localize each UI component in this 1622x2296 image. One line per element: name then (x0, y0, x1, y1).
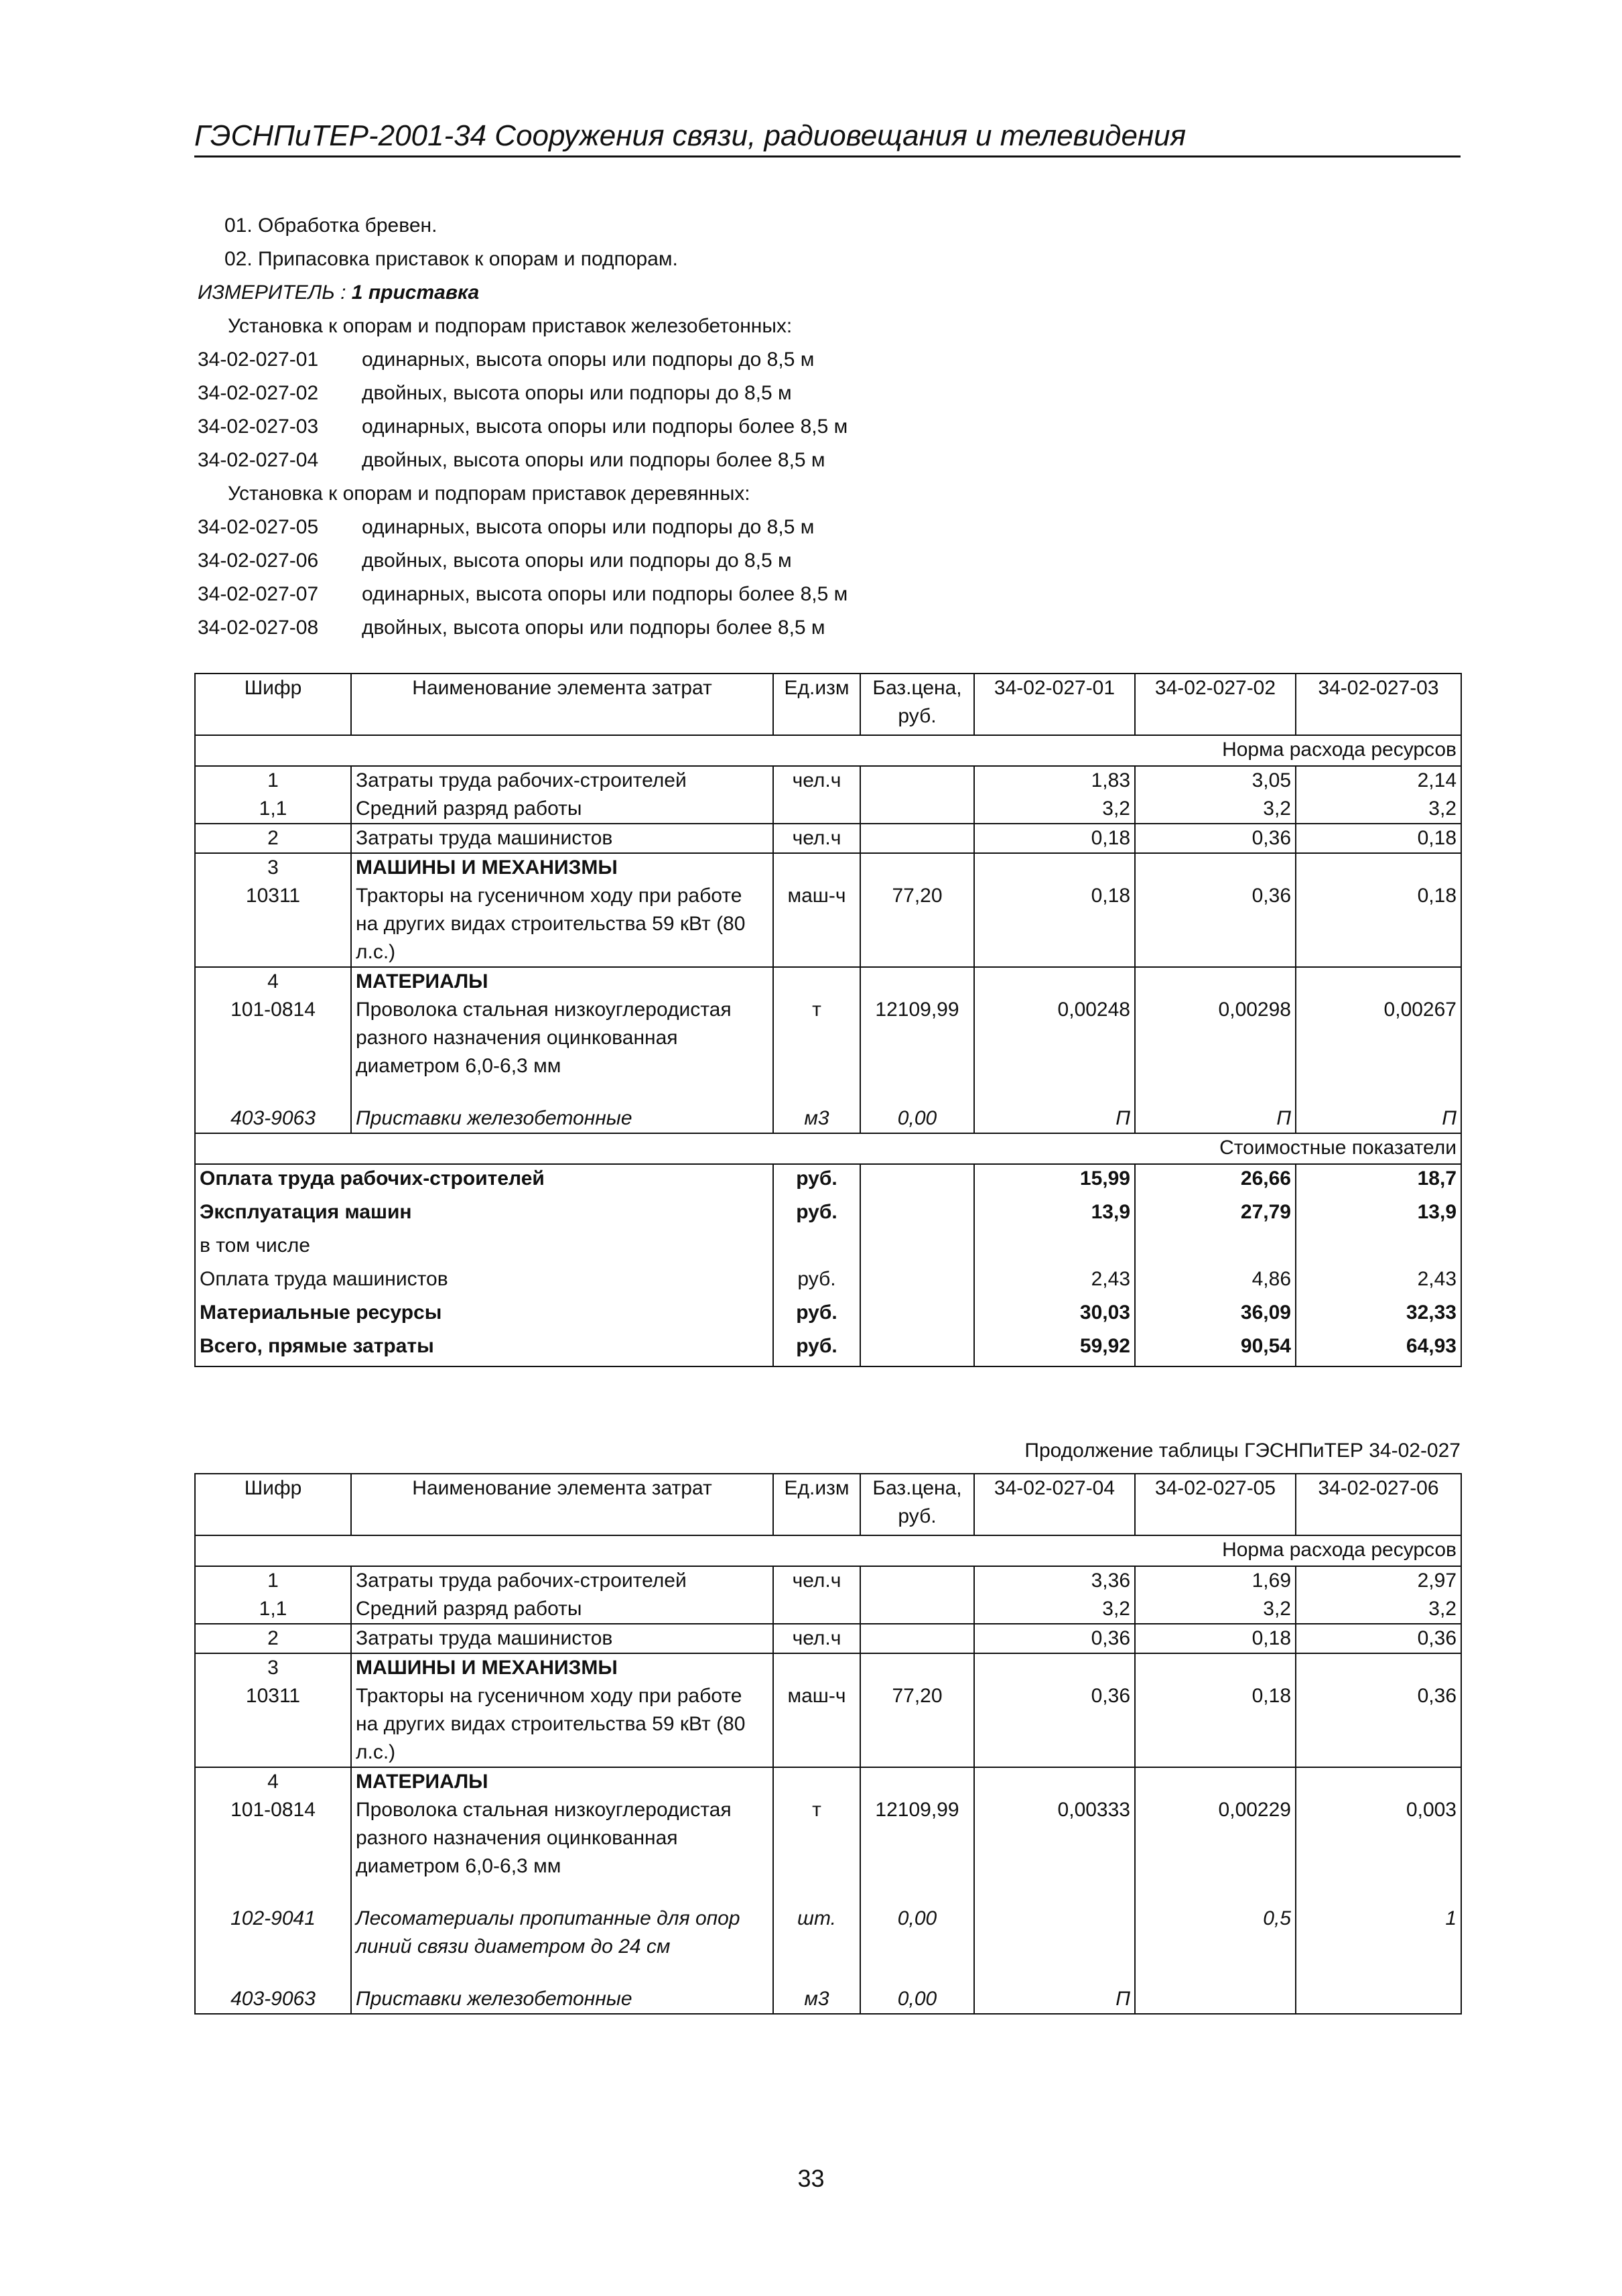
header-price: Баз.цена, руб. (860, 674, 974, 735)
resource-table-2 (194, 1473, 1462, 2015)
operation-1: 01. Обработка бревен. (224, 214, 437, 237)
list-item (198, 578, 1471, 611)
table-row: 3 МАШИНЫ И МЕХАНИЗМЫ (195, 1653, 1461, 1682)
item-text: двойных, высота опоры или подпоры до 8,5 м (362, 382, 792, 404)
list-item (198, 511, 1471, 544)
header-col-1: 34-02-027-01 (974, 674, 1135, 735)
list-item (198, 410, 1471, 444)
cost-row: Эксплуатация машин руб. 13,9 27,79 13,9 (195, 1198, 1461, 1232)
table-row: 102-9041 Лесоматериалы пропитанные для опор линий связи диаметром до 24 см шт. 0,00 0,5 1 (195, 1905, 1461, 1961)
table-row: 10311 Тракторы на гусеничном ходу при работе на других видах строительства 59 кВт (80 л.с.) маш-ч 77,20 0,18 0,36 0,18 (195, 882, 1461, 967)
continuation-caption: Продолжение таблицы ГЭСНПиТЕР 34-02-027 (1024, 1440, 1461, 1462)
item-text: одинарных, высота опоры или подпоры более 8,5 м (362, 583, 848, 605)
item-code: 34-02-027-04 (198, 449, 319, 471)
page-header: ГЭСНПиТЕР-2001-34 Сооружения связи, радиовещания и телевидения (194, 119, 1461, 157)
item-text: двойных, высота опоры или подпоры более 8,5 м (362, 617, 825, 639)
norm-band (195, 1535, 1461, 1566)
header-unit: Ед.изм (773, 1474, 860, 1535)
table-row: 4 МАТЕРИАЛЫ (195, 1767, 1461, 1796)
table-row: 1,1 Средний разряд работы 3,2 3,2 3,2 (195, 1595, 1461, 1624)
cost-label: Стоимостные показатели (974, 1133, 1461, 1164)
table-row: 101-0814 Проволока стальная низкоуглеродистая разного назначения оцинкованная диаметром 6,0-6,3 мм т 12109,99 0,00248 0,00298 0,00267 (195, 996, 1461, 1080)
norm-label: Норма расхода ресурсов (974, 735, 1461, 766)
header-col-2: 34-02-027-02 (1135, 674, 1296, 735)
item-code: 34-02-027-02 (198, 382, 319, 404)
table-row: 403-9063 Приставки железобетонные м3 0,00 П П П (195, 1104, 1461, 1133)
table-row: 1 Затраты труда рабочих-строителей чел.ч 3,36 1,69 2,97 (195, 1566, 1461, 1595)
norm-band (195, 735, 1461, 766)
measure-line (198, 276, 1471, 310)
list-item (198, 544, 1471, 578)
item-code: 34-02-027-08 (198, 617, 319, 639)
list-item (198, 611, 1471, 645)
table-row: 403-9063 Приставки железобетонные м3 0,00 П (195, 1985, 1461, 2014)
header-unit: Ед.изм (773, 674, 860, 735)
header-col-1: 34-02-027-04 (974, 1474, 1135, 1535)
cost-row: в том числе (195, 1232, 1461, 1265)
table-row: 4 МАТЕРИАЛЫ (195, 967, 1461, 996)
measure-label: ИЗМЕРИТЕЛЬ : (198, 281, 346, 304)
list-item (198, 444, 1471, 477)
table-header-row (195, 1474, 1461, 1535)
cost-row: Всего, прямые затраты руб. 59,92 90,54 64,93 (195, 1332, 1461, 1366)
item-text: двойных, высота опоры или подпоры более 8,5 м (362, 449, 825, 471)
intro-section (198, 209, 1471, 645)
item-code: 34-02-027-07 (198, 583, 319, 605)
header-code: Шифр (195, 674, 351, 735)
item-code: 34-02-027-06 (198, 550, 319, 572)
table-header-row (195, 674, 1461, 735)
item-text: одинарных, высота опоры или подпоры более 8,5 м (362, 416, 848, 438)
group-title-wood: Установка к опорам и подпорам приставок деревянных: (228, 483, 750, 505)
header-col-3: 34-02-027-06 (1296, 1474, 1461, 1535)
item-code: 34-02-027-05 (198, 516, 319, 538)
cost-band (195, 1133, 1461, 1164)
table-row: 2 Затраты труда машинистов чел.ч 0,18 0,36 0,18 (195, 824, 1461, 853)
item-text: двойных, высота опоры или подпоры до 8,5 м (362, 550, 792, 572)
header-name: Наименование элемента затрат (351, 674, 773, 735)
header-name: Наименование элемента затрат (351, 1474, 773, 1535)
item-code: 34-02-027-01 (198, 348, 319, 371)
list-item (198, 377, 1471, 410)
table-row: 10311 Тракторы на гусеничном ходу при работе на других видах строительства 59 кВт (80 л.с.) маш-ч 77,20 0,36 0,18 0,36 (195, 1682, 1461, 1767)
table-row: 1 Затраты труда рабочих-строителей чел.ч 1,83 3,05 2,14 (195, 766, 1461, 795)
item-code: 34-02-027-03 (198, 416, 319, 438)
page-number: 33 (797, 2165, 825, 2192)
item-text: одинарных, высота опоры или подпоры до 8,5 м (362, 348, 815, 371)
cost-row: Оплата труда рабочих-строителей руб. 15,99 26,66 18,7 (195, 1164, 1461, 1198)
header-price: Баз.цена, руб. (860, 1474, 974, 1535)
item-text: одинарных, высота опоры или подпоры до 8,5 м (362, 516, 815, 538)
header-col-3: 34-02-027-03 (1296, 674, 1461, 735)
table-row: 1,1 Средний разряд работы 3,2 3,2 3,2 (195, 795, 1461, 824)
table-row: 101-0814 Проволока стальная низкоуглеродистая разного назначения оцинкованная диаметром 6,0-6,3 мм т 12109,99 0,00333 0,00229 0,003 (195, 1796, 1461, 1880)
list-item (198, 343, 1471, 377)
cost-row: Материальные ресурсы руб. 30,03 36,09 32,33 (195, 1299, 1461, 1332)
cost-row: Оплата труда машинистов руб. 2,43 4,86 2,43 (195, 1265, 1461, 1299)
header-col-2: 34-02-027-05 (1135, 1474, 1296, 1535)
table-row: 2 Затраты труда машинистов чел.ч 0,36 0,18 0,36 (195, 1624, 1461, 1653)
header-code: Шифр (195, 1474, 351, 1535)
measure-value: 1 приставка (351, 281, 480, 304)
group-title-rc: Установка к опорам и подпорам приставок железобетонных: (228, 315, 793, 337)
table-row: 3 МАШИНЫ И МЕХАНИЗМЫ (195, 853, 1461, 882)
norm-label: Норма расхода ресурсов (974, 1535, 1461, 1566)
resource-table-1 (194, 673, 1462, 1367)
operation-2: 02. Припасовка приставок к опорам и подпорам. (224, 248, 678, 270)
